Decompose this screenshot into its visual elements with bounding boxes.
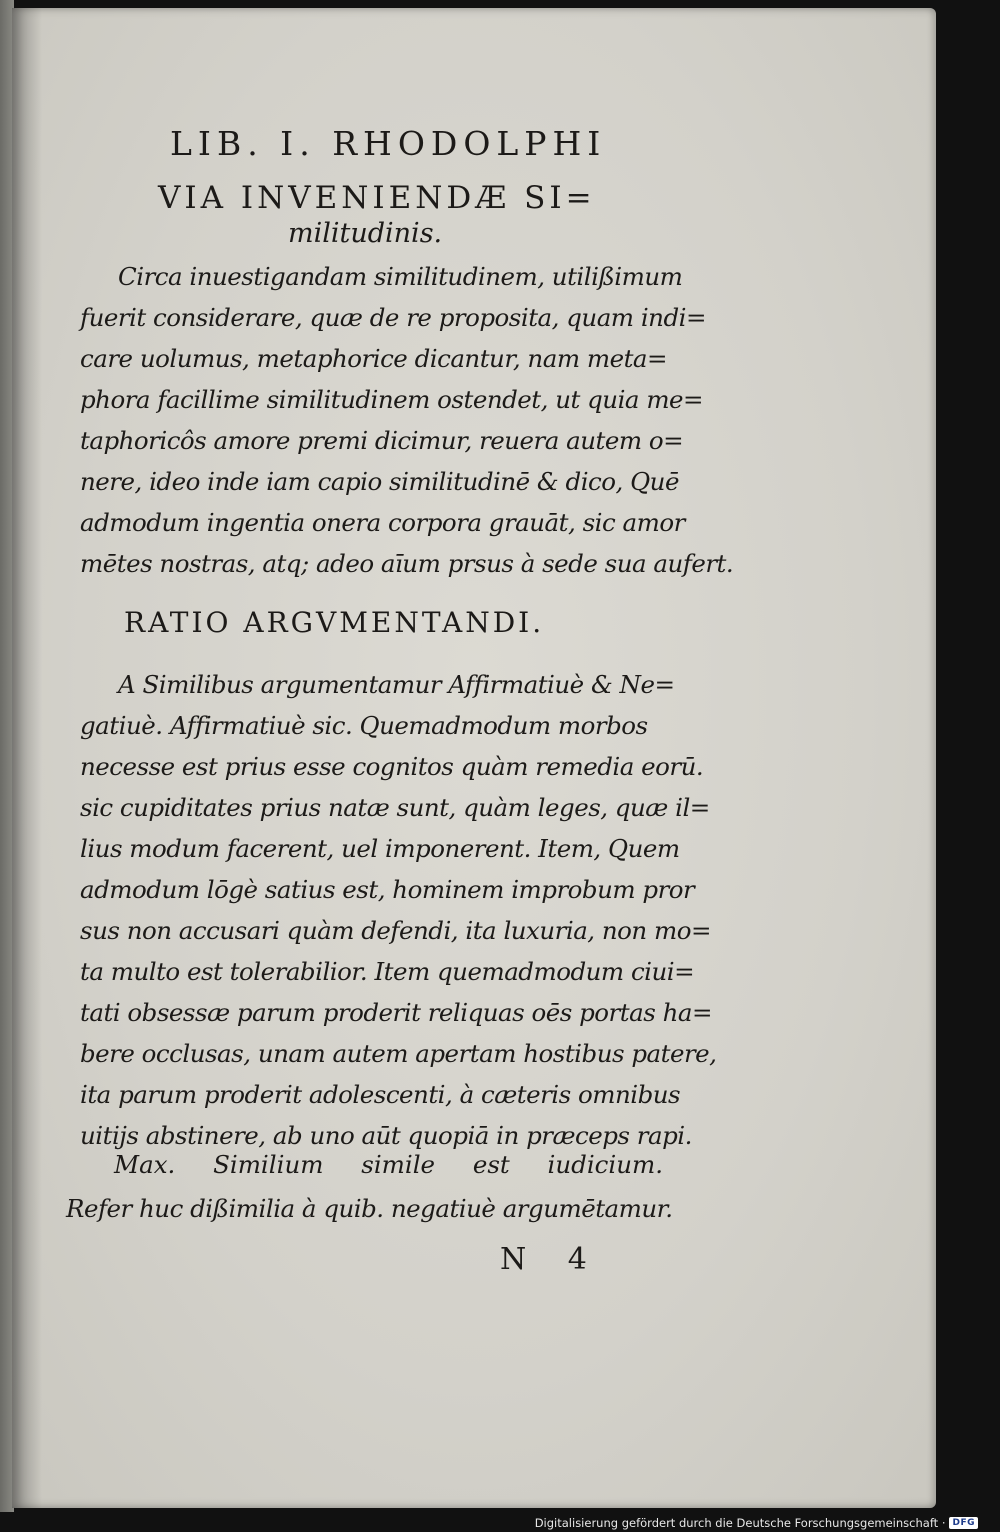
text-line: uitijs abstinere, ab uno aūt quopiā in præceps rapi. [80, 1121, 692, 1150]
dfg-logo-icon: DFG [949, 1517, 978, 1529]
text-line: tati obsessæ parum proderit reliquas oēs portas ha= [80, 998, 712, 1027]
text-line: ita parum proderit adolescenti, à cæteris omnibus [80, 1080, 681, 1109]
paragraph-argument [80, 664, 717, 1156]
gutter-shadow [12, 8, 42, 1508]
text-line: bere occlusas, unam autem apertam hostibus patere, [80, 1039, 717, 1068]
text-line: A Similibus argumentamur Affirmatiuè & Ne= [118, 670, 675, 699]
text-line: gatiuè. Affirmatiuè sic. Quemadmodum morbos [80, 711, 648, 740]
text-line: mētes nostras, atq; adeo aīum prsus à sede sua aufert. [80, 549, 734, 578]
text-line: necesse est prius esse cognitos quàm remedia eorū. [80, 752, 704, 781]
text-line: admodum ingentia onera corpora grauāt, sic amor [80, 508, 685, 537]
ratio-heading: RATIO ARGVMENTANDI. [124, 606, 545, 639]
text-line: phora facillime similitudinem ostendet, ut quia me= [80, 385, 704, 414]
section-heading: VIA INVENIENDÆ SI= [158, 180, 596, 216]
credit-text: Digitalisierung gefördert durch die Deutsche Forschungsgemeinschaft · [534, 1516, 946, 1530]
text-line: admodum lōgè satius est, hominem improbum pror [80, 875, 695, 904]
text-line: fuerit considerare, quæ de re proposita, quam indi= [80, 303, 706, 332]
maxim-line: Max. Similium simile est iudicium. [114, 1150, 664, 1179]
section-heading-continued: militudinis. [288, 218, 443, 249]
text-line: nere, ideo inde iam capio similitudinē & dico, Quē [80, 467, 679, 496]
text-line: sus non accusari quàm defendi, ita luxuria, non mo= [80, 916, 711, 945]
text-line: Circa inuestigandam similitudinem, utilißimum [118, 262, 683, 291]
text-line: sic cupiditates prius natæ sunt, quàm leges, quæ il= [80, 793, 710, 822]
text-line: care uolumus, metaphorice dicantur, nam meta= [80, 344, 668, 373]
paragraph-similitude [80, 256, 734, 584]
text-line: taphoricôs amore premi dicimur, reuera autem o= [80, 426, 684, 455]
refer-line: Refer huc dißimilia à quib. negatiuè argumētamur. [66, 1194, 673, 1223]
signature-mark: N 4 [500, 1242, 603, 1277]
running-head: LIB. I. RHODOLPHI [170, 124, 607, 163]
text-line: lius modum facerent, uel imponerent. Item, Quem [80, 834, 680, 863]
text-line: ta multo est tolerabilior. Item quemadmodum ciui= [80, 957, 695, 986]
digitization-credit [535, 1516, 978, 1530]
